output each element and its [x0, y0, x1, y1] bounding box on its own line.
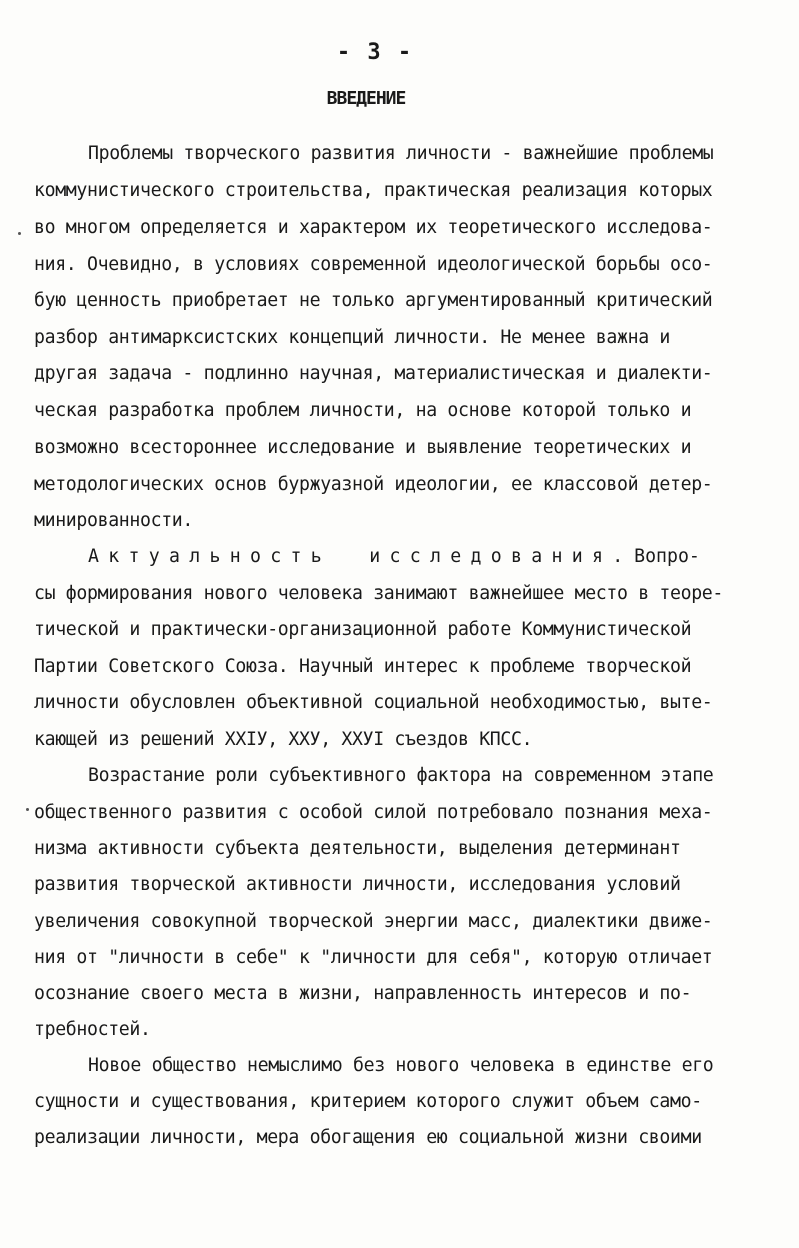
text-line: методологических основ буржуазной идеологии, ее классовой детер- — [34, 474, 713, 495]
text-line: бую ценность приобретает не только аргументированный критический — [34, 290, 713, 311]
text-line: сы формирования нового человека занимают важнейшее место в теоре- — [34, 583, 723, 604]
text-line: личности обусловлен объективной социальной необходимостью, выте- — [34, 692, 713, 713]
text-line: ния. Очевидно, в условиях современной идеологической борьбы осо- — [34, 254, 713, 275]
text-line-emphasis: Актуальность исследования. Вопро- — [88, 546, 700, 567]
text-line: во многом определяется и характером их теоретического исследова- — [34, 217, 713, 238]
text-line: требностей. — [34, 1019, 151, 1040]
text-line: другая задача - подлинно научная, материалистическая и диалекти- — [34, 363, 713, 384]
text-line: Партии Советского Союза. Научный интерес к проблеме творческой — [34, 656, 692, 677]
text-line: тической и практически-организационной работе Коммунистической — [34, 619, 692, 640]
margin-mark — [26, 808, 29, 811]
text-line: разбор антимарксистских концепций личности. Не менее важна и — [34, 327, 670, 348]
page-number: - 3 - — [336, 40, 414, 65]
text-line: Проблемы творческого развития личности - важнейшие проблемы — [88, 143, 714, 164]
text-line: развития творческой активности личности, исследования условий — [34, 874, 681, 895]
text-line: увеличения совокупной творческой энергии масс, диалектики движе- — [34, 911, 713, 932]
text-line: сущности и существования, критерием которого служит объем само- — [34, 1091, 702, 1112]
text-line: осознание своего места в жизни, направленность интересов и по- — [34, 983, 692, 1004]
text-line: возможно всестороннее исследование и выявление теоретических и — [34, 437, 692, 458]
section-heading: ВВЕДЕНИЕ — [326, 88, 406, 109]
text-line: низма активности субъекта деятельности, выделения детерминант — [34, 838, 681, 859]
text-line: коммунистического строительства, практическая реализация которых — [34, 180, 713, 201]
text-line: кающей из решений XXIУ, XXУ, XXУI съездов КПСС. — [34, 729, 533, 750]
margin-mark — [18, 232, 21, 235]
text-line: ния от "личности в себе" к "личности для себя", которую отличает — [34, 947, 713, 968]
text-line: Новое общество немыслимо без нового человека в единстве его — [88, 1055, 714, 1076]
text-line: реализации личности, мера обогащения ею социальной жизни своими — [34, 1127, 702, 1148]
text-line: Возрастание роли субъективного фактора на современном этапе — [88, 765, 714, 786]
text-line: общественного развития с особой силой потребовало познания меха- — [34, 802, 713, 823]
text-line: минированности. — [34, 510, 193, 531]
emphasis-span: Актуальность исследования — [88, 546, 613, 567]
text-line: ческая разработка проблем личности, на основе которой только и — [34, 400, 692, 421]
